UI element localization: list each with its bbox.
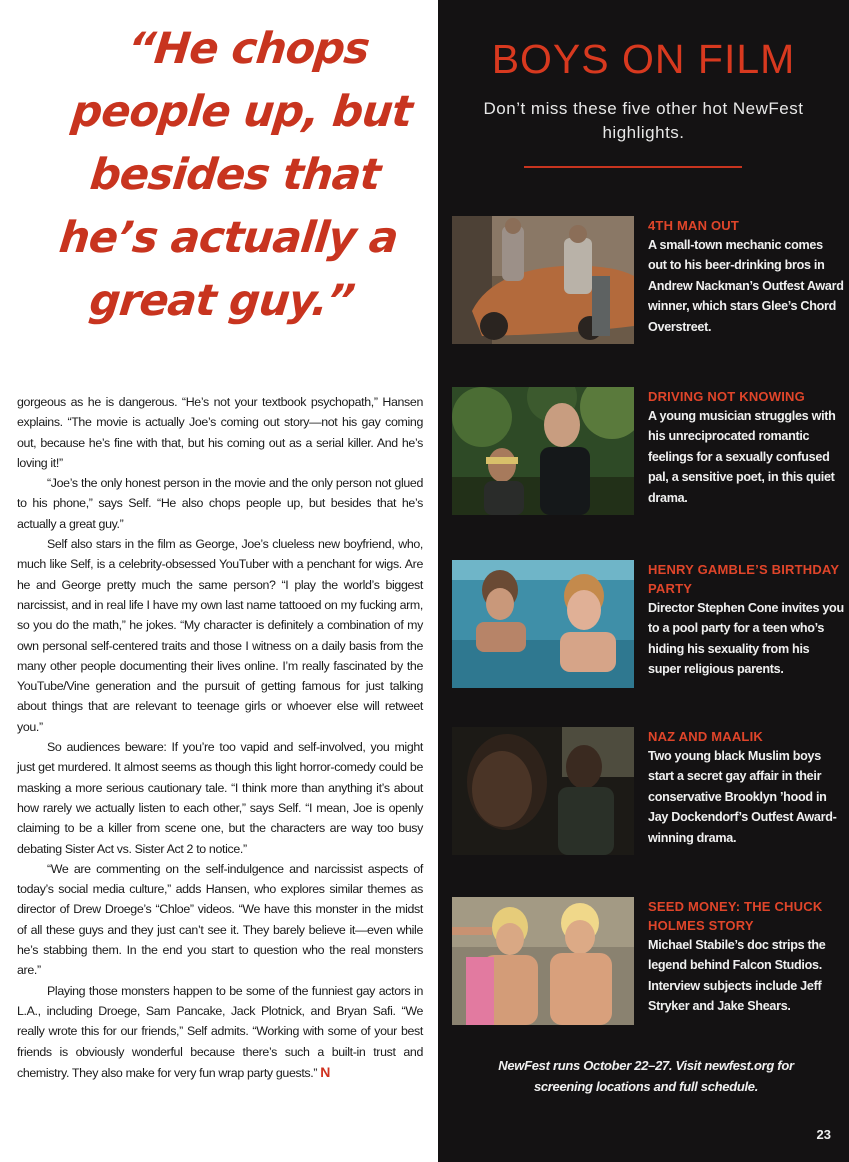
film-entry-text xyxy=(648,727,844,848)
article-paragraph: Self also stars in the film as George, Joe’s clueless new boyfriend, who, much like Self, is a celebrity-obsessed YouTuber with a penchant for wigs. Are he and George pretty much the same person? “I play the world’s biggest narcissist, and in real life I have my own last name tattooed on my fucking arm, so you do the math,” he jokes. “My character is definitely a combination of my own personal self-centered traits and those I witness on a daily basis from the many other people documenting their lives online. I’m really fascinated by the YouTube/Vine generation and the pursuit of getting famous for just talking about things that are relevant to teenage girls or whoever else will retweet you.” xyxy=(17,537,423,734)
film-entry-text xyxy=(648,387,844,508)
pull-quote-line: great guy.” xyxy=(87,276,357,326)
film-description: A small-town mechanic comes out to his beer-drinking bros in Andrew Nackman’s Outfest Award winner, which stars Glee’s Chord Overstreet. xyxy=(648,238,844,334)
page-number: 23 xyxy=(816,1127,831,1142)
article-paragraph: “We are commenting on the self-indulgence and narcissist aspects of today’s social media culture,” adds Hansen, who explores similar themes as director of Drew Droege’s “Chloe” videos. “We have this monster in the midst of all these guys and they just can’t see it. They barely believe it—even while he’s stabbing them. In the end you start to question who the real monsters are.” xyxy=(17,861,423,978)
article-paragraph: gorgeous as he is dangerous. “He’s not your textbook psychopath,” Hansen explains. “The movie is actually Joe’s coming out story—not his gay coming out, because he’s fine with that, but his coming out as a serial killer. And he’s loving it!” xyxy=(17,395,423,470)
film-description: Director Stephen Cone invites you to a pool party for a teen who’s hiding his sexuality from his super religious parents. xyxy=(648,601,844,677)
film-entry-text xyxy=(648,897,844,1017)
end-mark: N xyxy=(320,1063,330,1080)
film-title: 4TH MAN OUT xyxy=(648,218,740,233)
pull-quote-line: people up, but xyxy=(69,87,415,137)
article-paragraph: “Joe’s the only honest person in the movie and the only person not glued to his phone,” says Self. “He also chops people up, but besides that he’s actually a great guy.” xyxy=(17,476,423,531)
film-entry-text xyxy=(648,216,844,337)
article-paragraph-text: Playing those monsters happen to be some of the funniest gay actors in L.A., including Droege, Sam Pancake, Jack Plotnick, and Bryan Safi. “We really wrote this for our friends,” Self admits. “Working with some of your best friends is obviously wonderful because there’s such a built-in trust and chemistry. They also make for very fun wrap party guests.” xyxy=(17,983,423,1080)
film-title: SEED MONEY: THE CHUCK HOLMES STORY xyxy=(648,899,823,933)
film-title: DRIVING NOT KNOWING xyxy=(648,389,805,404)
article-paragraph: So audiences beware: If you’re too vapid and self-involved, you might just get murdered. It almost seems as though this light horror-comedy could be masking a more serious cautionary tale. “I think more than anything it’s about how rarely we actually listen to each other,” says Self. “I mean, Joe is openly claiming to be a killer from scene one, but the characters are way too busy debating Sister Act vs. Sister Act 2 to notice.” xyxy=(17,740,423,856)
article-paragraph-last xyxy=(17,981,423,1083)
pull-quote-line: “He chops xyxy=(125,24,372,74)
pull-quote-line: besides that xyxy=(87,150,383,200)
film-description: Two young black Muslim boys start a secret gay affair in their conservative Brooklyn ’hood in Jay Dockendorf’s Outfest Award-winning drama. xyxy=(648,749,837,845)
sidebar-subtitle: Don’t miss these five other hot NewFest highlights. xyxy=(483,99,804,142)
film-still-image xyxy=(452,727,634,855)
film-still-image xyxy=(452,387,634,515)
film-still-image xyxy=(452,216,634,344)
pull-quote xyxy=(23,18,446,333)
film-title: HENRY GAMBLE’S BIRTHDAY PARTY xyxy=(648,562,839,596)
film-description: Michael Stabile’s doc strips the legend behind Falcon Studios. Interview subjects include Jeff Stryker and Jake Shears. xyxy=(648,938,826,1014)
film-still-image xyxy=(452,560,634,688)
film-description: A young musician struggles with his unreciprocated romantic feelings for a sexually confused pal, a sensitive poet, in this quiet drama. xyxy=(648,409,836,505)
film-title: NAZ AND MAALIK xyxy=(648,729,763,744)
article-body xyxy=(17,392,423,1083)
sidebar-title: BOYS ON FILM xyxy=(491,36,796,82)
sidebar-footer: NewFest runs October 22–27. Visit newfest.org for screening locations and full schedule. xyxy=(498,1058,794,1094)
film-still-image xyxy=(452,897,634,1025)
sidebar-divider xyxy=(524,166,742,168)
pull-quote-line: he’s actually a xyxy=(56,213,400,263)
film-entry-text xyxy=(648,560,844,680)
sidebar-boys-on-film xyxy=(438,0,849,1162)
